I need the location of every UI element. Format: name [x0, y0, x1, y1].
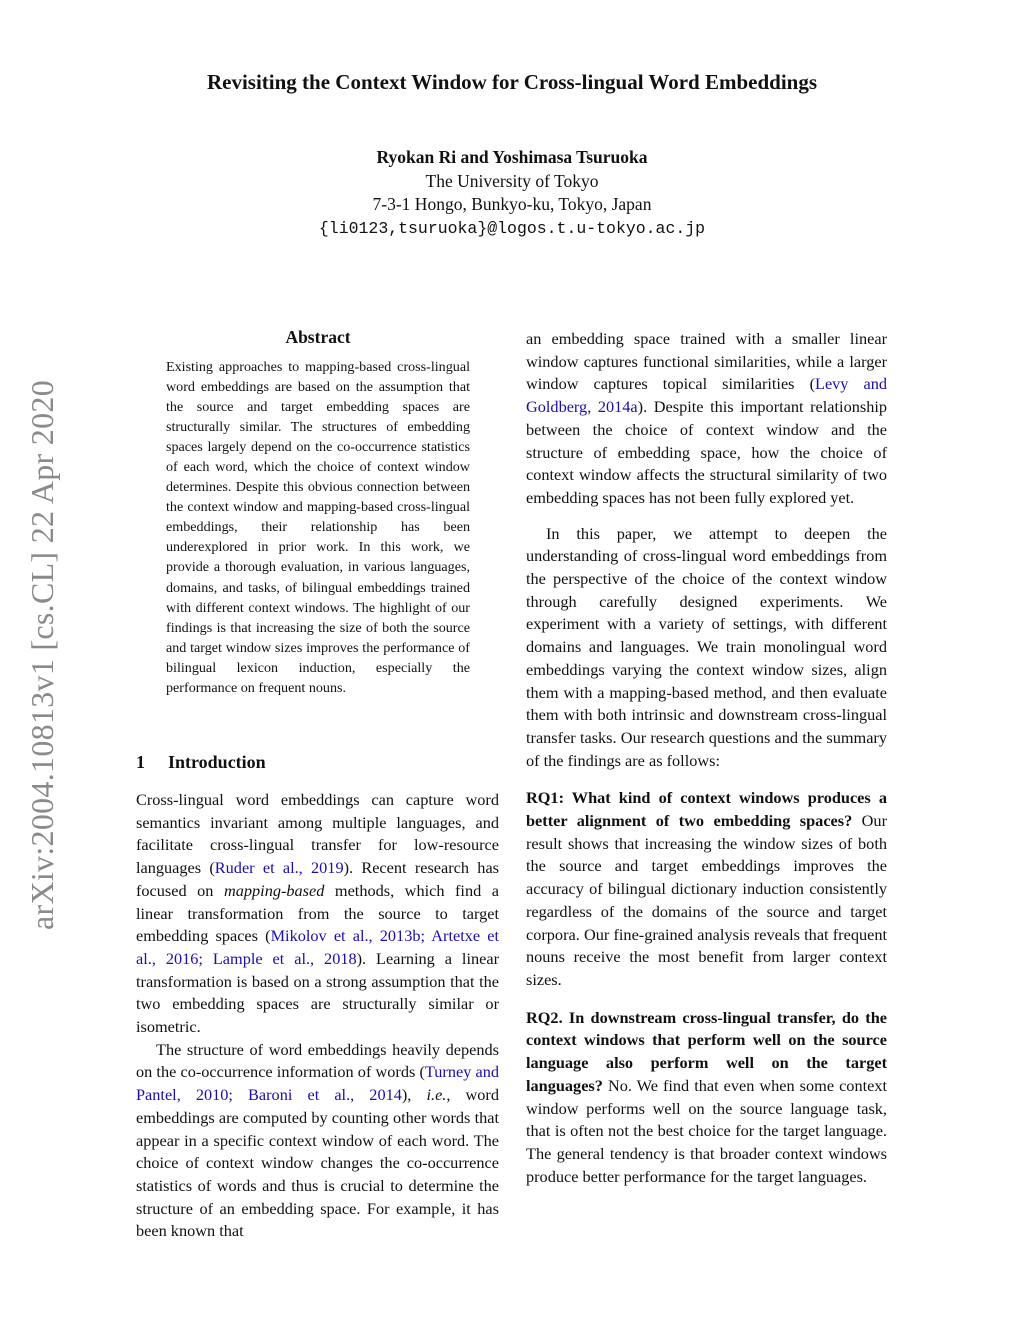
author-email: {li0123,tsuruoka}@logos.t.u-tokyo.ac.jp — [318, 218, 706, 238]
intro-paragraph-2: The structure of word embeddings heavily depends on the co-occurrence information of words (Turney and Pantel, 2010; Baroni et al., 2014), i.e., word embeddings are computed by counting other words that appear in a specific context window of each word. The choice of context window changes the co-occurrence statistics of words and thus is crucial to determine the structure of an embedding space. For example, it has been known that — [136, 1039, 499, 1241]
left-column — [136, 789, 499, 1243]
right-column — [526, 328, 887, 1188]
author-names: Ryokan Ri and Yoshimasa Tsuruoka — [376, 147, 648, 167]
citation-link[interactable]: Ruder et al., 2019 — [214, 858, 344, 878]
abstract-text: Existing approaches to mapping-based cross-lingual word embeddings are based on the assumption that the source and target embedding spaces are structurally similar. The structures of embedding spaces largely depend on the co-occurrence statistics of each word, which the choice of context window determines. Despite this obvious connection between the context window and mapping-based cross-lingual embeddings, their relationship has been underexplored in prior work. In this work, we provide a thorough evaluation, in various languages, domains, and tasks, of bilingual embeddings trained with different context windows. The highlight of our findings is that increasing the size of both the source and target window sizes improves the performance of bilingual lexicon induction, especially the performance on frequent nouns. — [166, 359, 470, 696]
section-title: Introduction — [168, 752, 266, 772]
abstract — [166, 327, 470, 698]
abstract-heading: Abstract — [285, 327, 351, 347]
rq2-question: RQ2. In downstream cross-lingual transfer, do the context windows that perform well on the source language also perform well on the target languages? — [526, 1007, 887, 1095]
author-block — [0, 146, 1024, 240]
author-address: 7-3-1 Hongo, Bunkyo-ku, Tokyo, Japan — [372, 194, 652, 214]
author-affiliation: The University of Tokyo — [425, 170, 599, 191]
rq1-question: RQ1: What kind of context windows produces a better alignment of two embedding spaces? — [526, 788, 887, 831]
section-heading — [136, 752, 266, 773]
paper-title: Revisiting the Context Window for Cross-lingual Word Embeddings — [206, 70, 818, 94]
rq1-answer: Our result shows that increasing the window sizes of both the source and target embeddings improves the accuracy of bilingual dictionary induction consistently regardless of the domains of the source and target corpora. Our fine-grained analysis reveals that frequent nouns receive the most benefit from larger context sizes. — [526, 811, 887, 989]
right-paragraph-1: an embedding space trained with a smaller linear window captures functional similarities, while a larger window captures topical similarities (Levy and Goldberg, 2014a). Despite this important relationship between the choice of context window and the structure of embedding space, how the choice of context window affects the structural similarity of two embedding spaces has not been fully explored yet. — [526, 329, 888, 507]
rq1-paragraph — [526, 787, 887, 991]
rq2-answer: No. We find that even when some context window performs well on the source language task, that is often not the best choice for the target language. The general tendency is that broader context windows produce better performance for the target languages. — [526, 1075, 887, 1186]
citation-link[interactable]: Turney and Pantel, 2010; Baroni et al., 2014 — [136, 1062, 499, 1105]
citation-link[interactable]: Levy and Goldberg, 2014a — [526, 374, 888, 417]
citation-link[interactable]: Mikolov et al., 2013b; Artetxe et al., 2016; Lample et al., 2018 — [136, 926, 499, 968]
right-paragraph-2: In this paper, we attempt to deepen the understanding of cross-lingual word embeddings from the perspective of the choice of the context window through carefully designed experiments. We experiment with a variety of settings, with different domains and languages. We train monolingual word embeddings varying the context window sizes, align them with a mapping-based method, and then evaluate them with both intrinsic and downstream cross-lingual transfer tasks. Our research questions and the summary of the findings are as follows: — [526, 523, 887, 770]
section-number: 1 — [136, 752, 145, 772]
intro-paragraph-1: Cross-lingual word embeddings can capture word semantics invariant among multiple languages, and facilitate cross-lingual transfer for low-resource languages (Ruder et al., 2019). Recent research has focused on mapping-based methods, which find a linear transformation from the source to target embedding spaces (Mikolov et al., 2013b; Artetxe et al., 2016; Lample et al., 2018). Learning a linear transformation is based on a strong assumption that the two embedding spaces are structurally similar or isometric. — [136, 790, 500, 1037]
arxiv-stamp: arXiv:2004.10813v1 [cs.CL] 22 Apr 2020 — [24, 380, 60, 931]
rq2-paragraph — [526, 1007, 887, 1189]
